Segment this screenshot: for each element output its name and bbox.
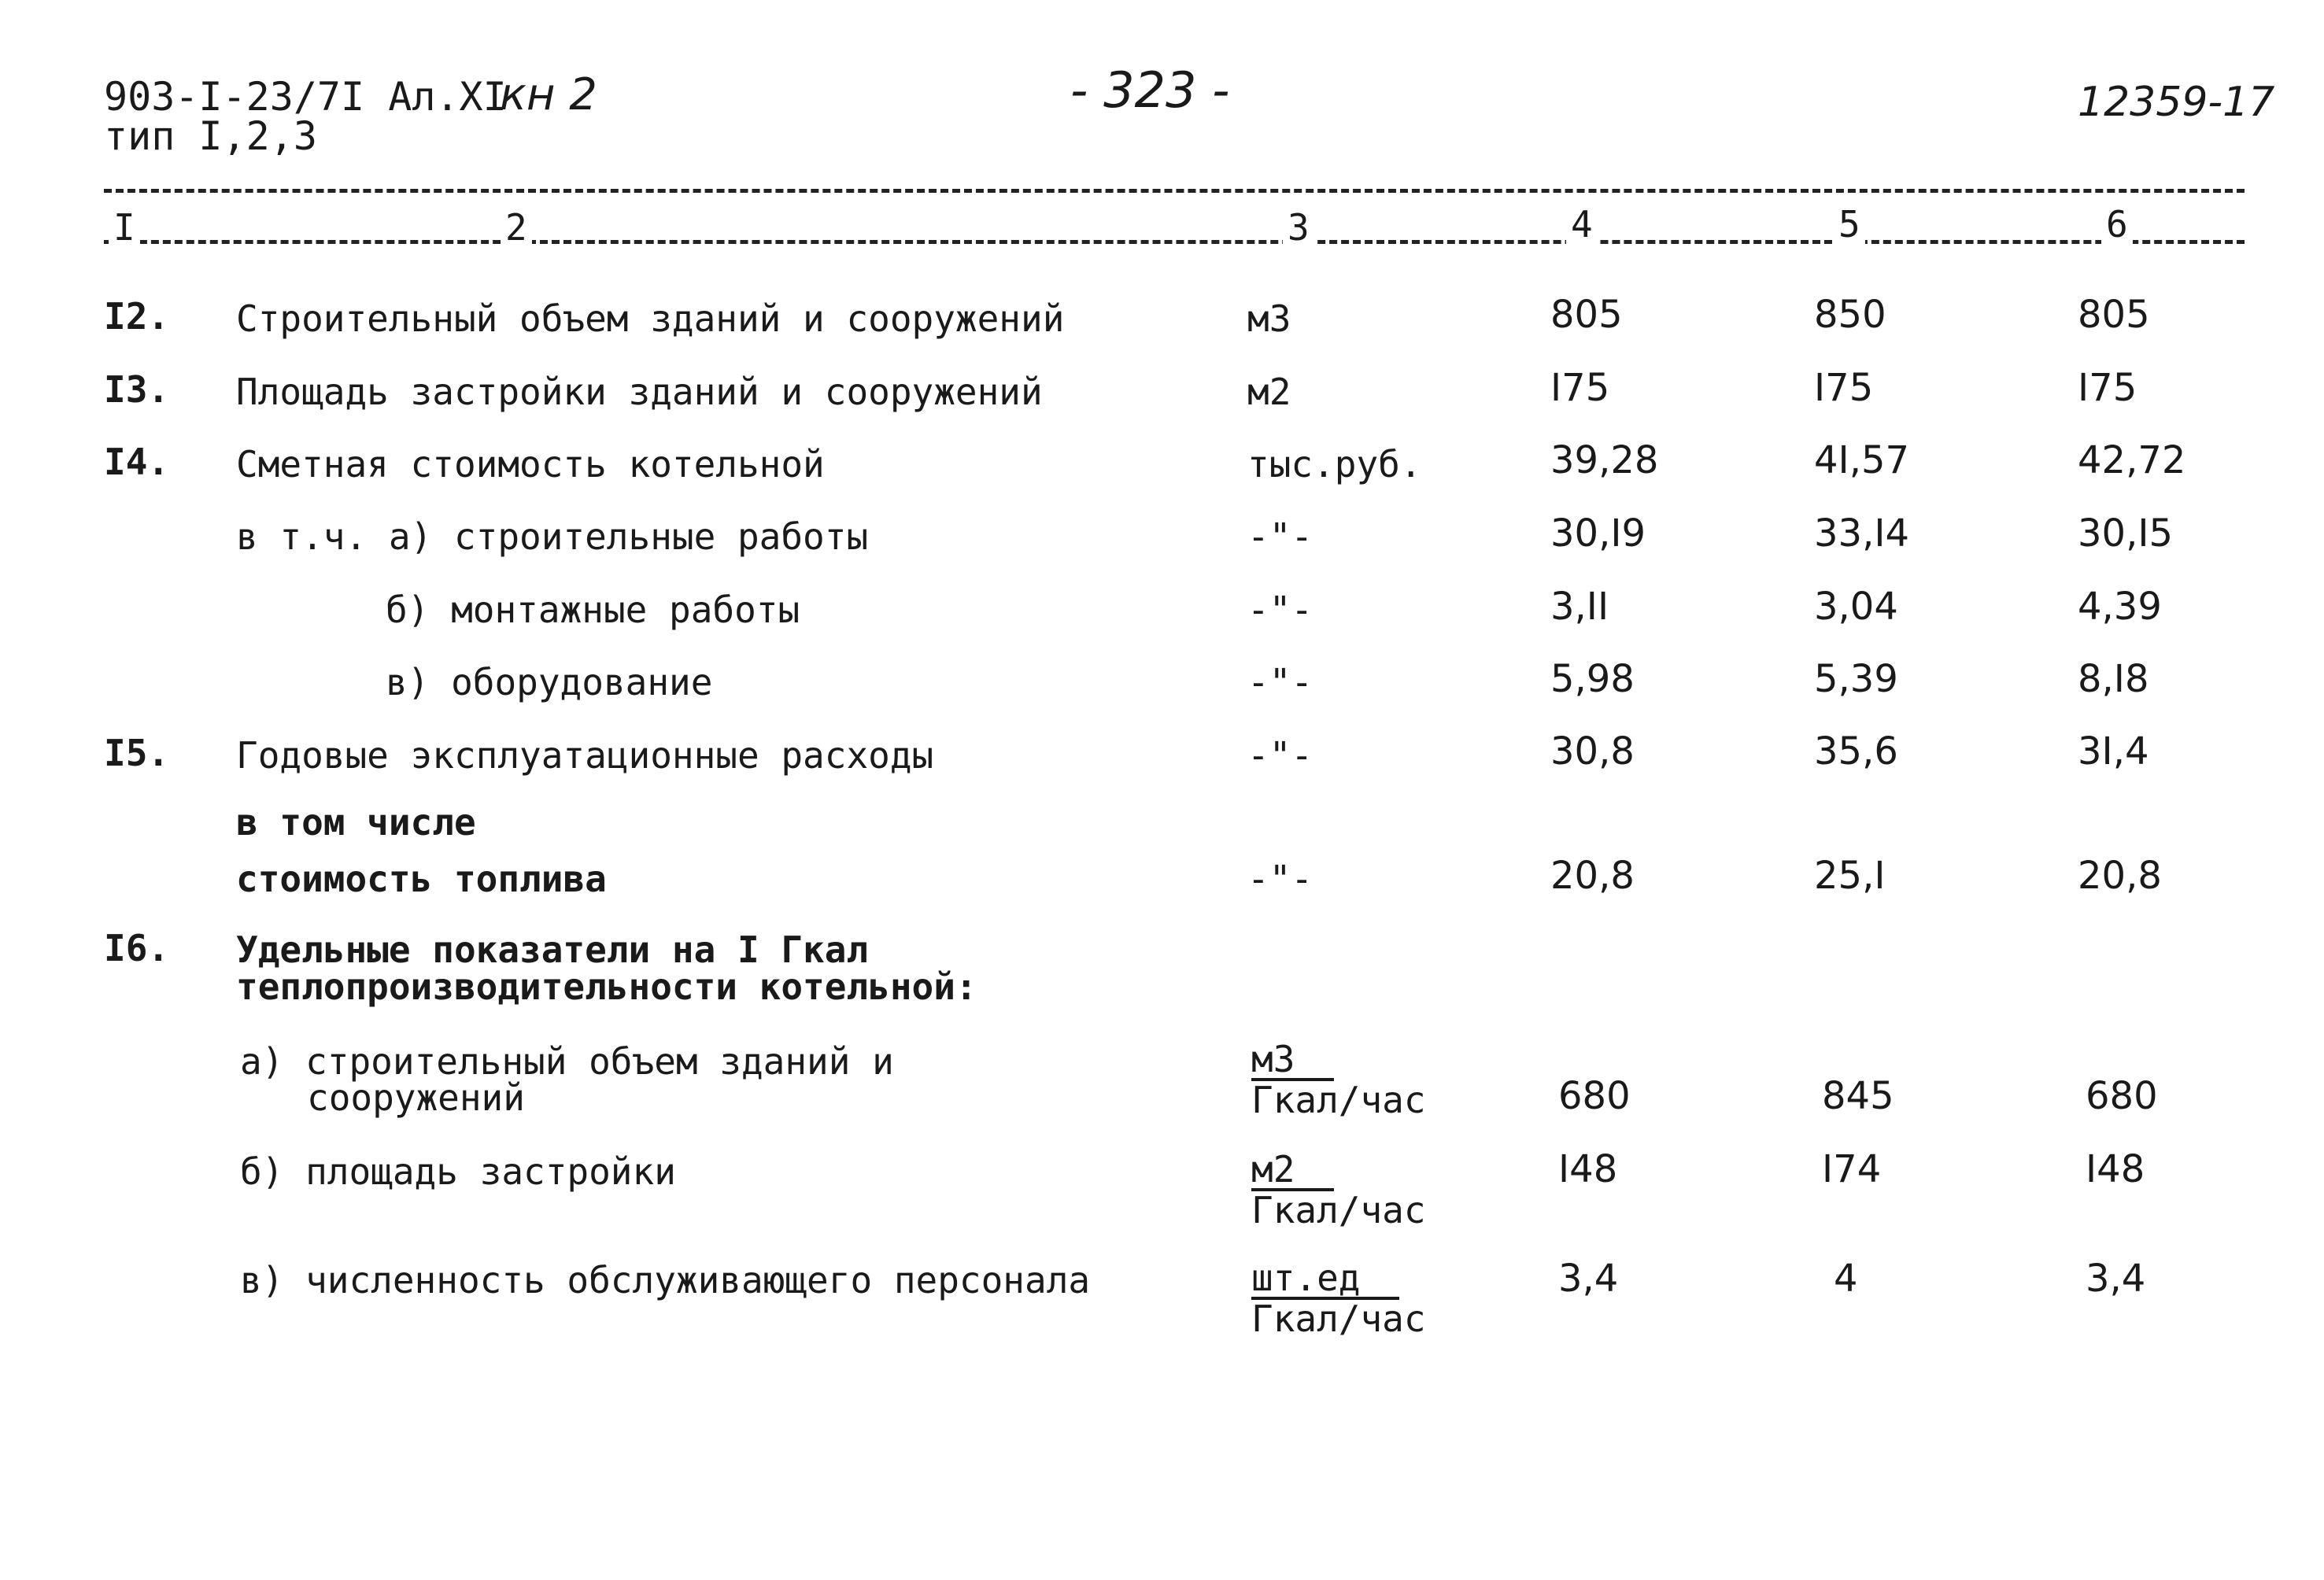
row-label: Годовые эксплуатационные расходы (236, 734, 934, 777)
row-value-col4: 30,I9 (1550, 511, 1646, 556)
column-number: I (109, 206, 140, 249)
row-unit: тыс.руб. (1247, 443, 1422, 485)
row-value-col5: I75 (1814, 366, 1874, 410)
unit-denominator: Гкал/час (1251, 1298, 1426, 1340)
row-unit-fraction (1251, 1040, 1426, 1119)
document-type: тип I,2,3 (104, 113, 317, 159)
row-unit: -"- (1247, 515, 1313, 558)
row-value-col4: 39,28 (1550, 438, 1659, 482)
header-rule-bottom (104, 240, 2245, 244)
row-label: Сметная стоимость котельной (236, 443, 825, 485)
row-label-line1: а) строительный объем зданий и (240, 1040, 894, 1083)
row-value-col6: 30,I5 (2078, 511, 2174, 556)
row-label: Строительный объем зданий и сооружений (236, 297, 1065, 340)
row-value-col6: 805 (2078, 293, 2150, 337)
unit-numerator: м3 (1251, 1040, 1334, 1081)
row-label: в) численность обслуживающего персонала (240, 1259, 1091, 1301)
column-number: 2 (501, 206, 532, 249)
row-value-col5: 850 (1814, 293, 1886, 337)
row-value-col5: 35,6 (1814, 729, 1898, 773)
column-number: 5 (1834, 203, 1865, 245)
unit-numerator: м2 (1251, 1150, 1334, 1191)
header-rule-top (104, 189, 2245, 193)
row-value-col5: 3,04 (1814, 585, 1898, 629)
row-unit-fraction (1251, 1150, 1426, 1229)
row-value-col5: 4I,57 (1814, 438, 1910, 482)
row-unit: -"- (1247, 589, 1313, 631)
row-value-col6: 3,4 (2086, 1257, 2146, 1301)
row-number: I5. (104, 732, 170, 774)
row-unit: м3 (1247, 297, 1291, 340)
row-number: I2. (104, 295, 170, 338)
row-value-col5: 33,I4 (1814, 511, 1910, 556)
unit-denominator: Гкал/час (1251, 1079, 1426, 1121)
row-value-col6: 3I,4 (2078, 729, 2149, 773)
column-number: 6 (2101, 203, 2133, 245)
row-value-col5: 25,I (1814, 854, 1886, 898)
row-unit: м2 (1247, 371, 1291, 413)
column-number: 3 (1283, 206, 1314, 249)
book-note: кн 2 (500, 69, 597, 120)
row-value-col6: 4,39 (2078, 585, 2162, 629)
row-label-line2: сооружений (307, 1076, 525, 1119)
row-label: Площадь застройки зданий и сооружений (236, 371, 1043, 413)
row-label: б) монтажные работы (386, 589, 800, 631)
row-unit: -"- (1247, 734, 1313, 777)
row-value-col5: I74 (1822, 1147, 1882, 1191)
unit-denominator: Гкал/час (1251, 1189, 1426, 1231)
row-label: б) площадь застройки (240, 1150, 676, 1193)
row-value-col6: 8,I8 (2078, 657, 2149, 701)
row-label-line2: стоимость топлива (236, 858, 607, 900)
column-number: 4 (1566, 203, 1598, 245)
row-label-line2: теплопроизводительности котельной: (236, 965, 977, 1008)
row-value-col4: 3,4 (1558, 1257, 1619, 1301)
row-value-col6: I48 (2086, 1147, 2145, 1191)
row-value-col4: 20,8 (1550, 854, 1635, 898)
row-value-col4: 5,98 (1550, 657, 1635, 701)
row-value-col5: 845 (1822, 1074, 1894, 1118)
row-value-col6: 680 (2086, 1074, 2158, 1118)
archive-number: 12359-17 (2078, 79, 2275, 126)
row-value-col4: 3,II (1550, 585, 1609, 629)
row-label-line1: Удельные показатели на I Гкал (236, 928, 869, 971)
row-unit: -"- (1247, 661, 1313, 703)
unit-numerator: шт.ед (1251, 1259, 1399, 1300)
row-unit-fraction (1251, 1259, 1426, 1338)
row-value-col5: 5,39 (1814, 657, 1898, 701)
row-number: I3. (104, 368, 170, 411)
row-label: в) оборудование (386, 661, 713, 703)
row-value-col5: 4 (1834, 1257, 1858, 1301)
row-unit: -"- (1247, 858, 1313, 900)
row-label: в т.ч. а) строительные работы (236, 515, 869, 558)
row-label-line1: в том числе (236, 801, 476, 844)
row-value-col6: I75 (2078, 366, 2137, 410)
row-value-col4: I75 (1550, 366, 1610, 410)
row-value-col4: 680 (1558, 1074, 1631, 1118)
row-number: I4. (104, 441, 170, 483)
row-value-col6: 20,8 (2078, 854, 2162, 898)
document-code: 903-I-23/7I Ал.XI (104, 74, 507, 120)
row-value-col4: 805 (1550, 293, 1623, 337)
row-value-col4: I48 (1558, 1147, 1618, 1191)
row-value-col4: 30,8 (1550, 729, 1635, 773)
page-number: - 323 - (1070, 61, 1230, 119)
row-value-col6: 42,72 (2078, 438, 2186, 482)
row-number: I6. (104, 927, 170, 969)
